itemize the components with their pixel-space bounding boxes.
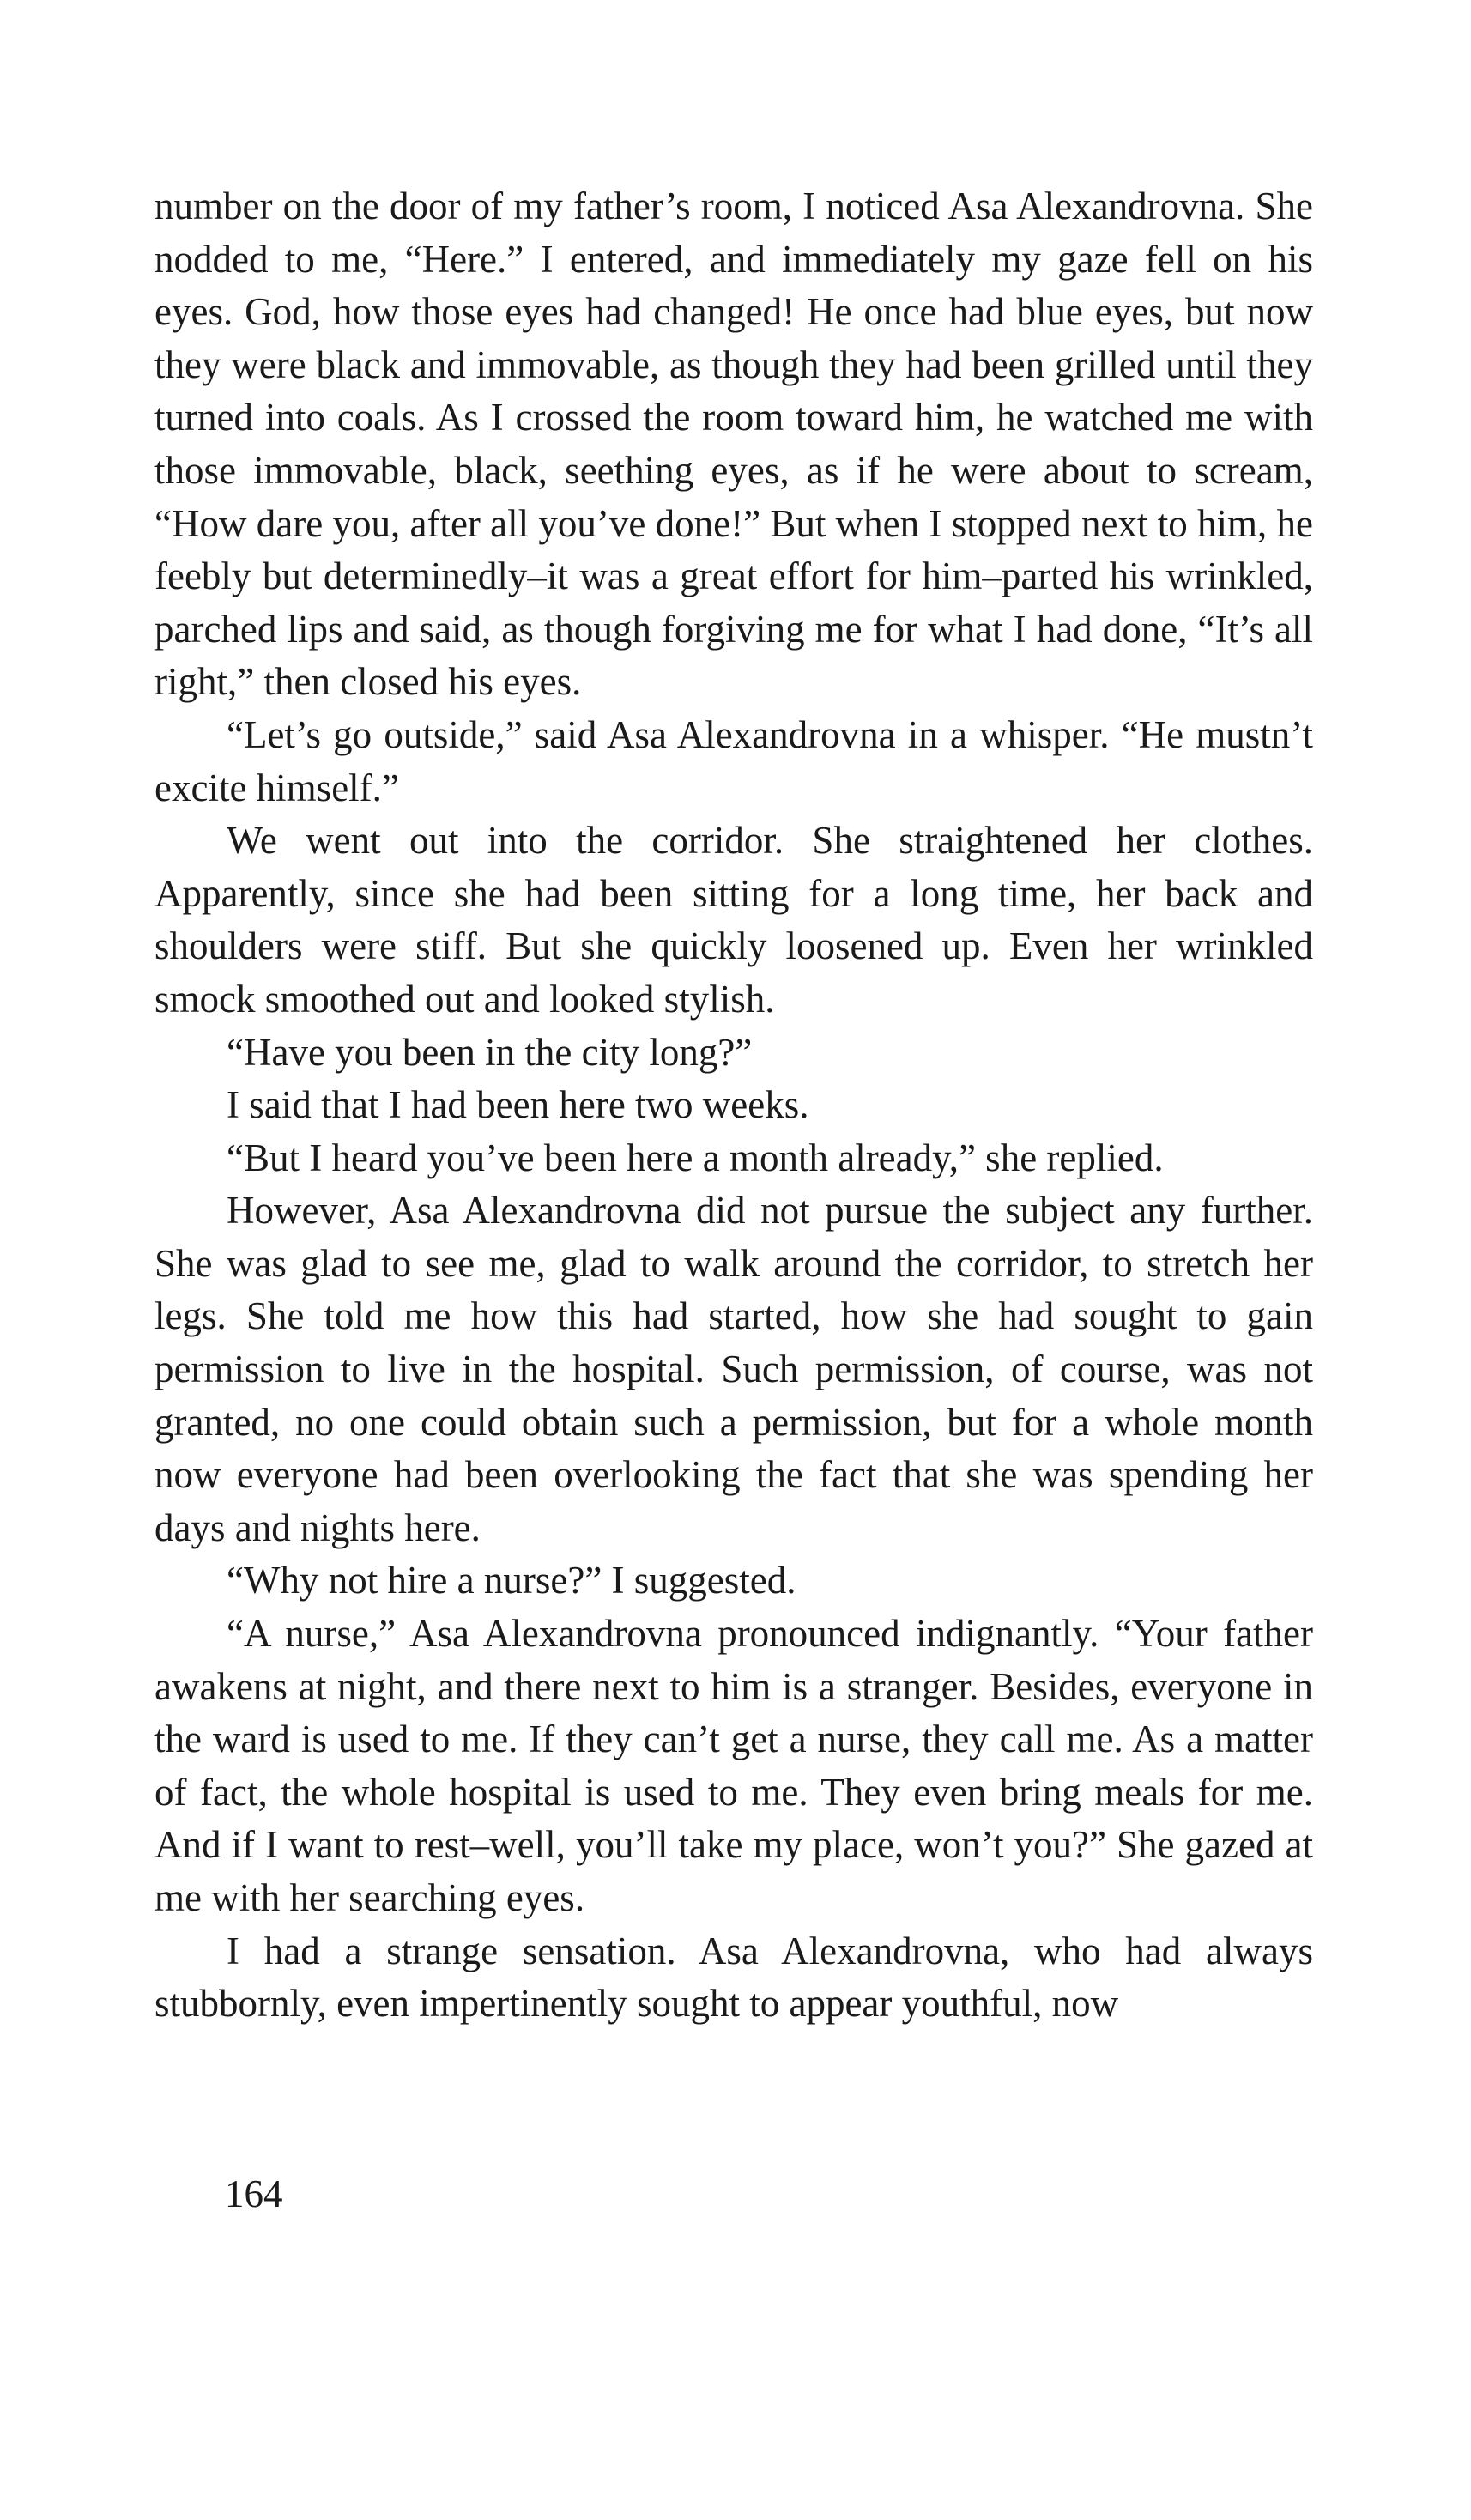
page-number: 164 [225,2172,283,2215]
paragraph: I had a strange sensation. Asa Alexandrovna, who had always stubbornly, even impertinently sought to appear youthful, now [154,1929,1313,2026]
paragraph: “A nurse,” Asa Alexandrovna pronounced indignantly. “Your father awakens at night, and there next to him is a stranger. Besides, everyone in the ward is used to me. If they can’t get a nurse, they call me. As a matter of fact, the whole hospital is used to me. They even bring meals for me. And if I want to rest–well, you’ll take my place, won’t you?” She gazed at me with her searching eyes. [154,1612,1313,1919]
body-text [154,180,1313,2031]
paragraph: “Have you been in the city long?” [227,1030,753,1074]
paragraph: I said that I had been here two weeks. [227,1083,809,1127]
paragraph: We went out into the corridor. She straightened her clothes. Apparently, since she had been sitting for a long time, her back and shoulders were stiff. But she quickly loosened up. Even her wrinkled smock smoothed out and looked stylish. [154,819,1313,1021]
paragraph: However, Asa Alexandrovna did not pursue the subject any further. She was glad to see me, glad to walk around the corridor, to stretch her legs. She told me how this had started, how she had sought to gain permission to live in the hospital. Such permission, of course, was not granted, no one could obtain such a permission, but for a whole month now everyone had been overlooking the fact that she was spending her days and nights here. [154,1189,1313,1549]
paragraph: “But I heard you’ve been here a month already,” she replied. [227,1136,1164,1179]
paragraph: “Let’s go outside,” said Asa Alexandrovna in a whisper. “He mustn’t excite himself.” [154,712,1313,809]
paragraph: “Why not hire a nurse?” I suggested. [227,1559,796,1602]
paragraph-continued: number on the door of my father’s room, I noticed Asa Alexandrovna. She nodded to me, “Here.” I entered, and immediately my gaze fell on his eyes. God, how those eyes had changed! He once had blue eyes, but now they were black and immovable, as though they had been grilled until they turned into coals. As I crossed the room toward him, he watched me with those immovable, black, seething eyes, as if he were about to scream, “How dare you, after all you’ve done!” But when I stopped next to him, he feebly but determinedly–it was a great effort for him–parted his wrinkled, parched lips and said, as though forgiving me for what I had done, “It’s all right,” then closed his eyes. [154,185,1313,704]
